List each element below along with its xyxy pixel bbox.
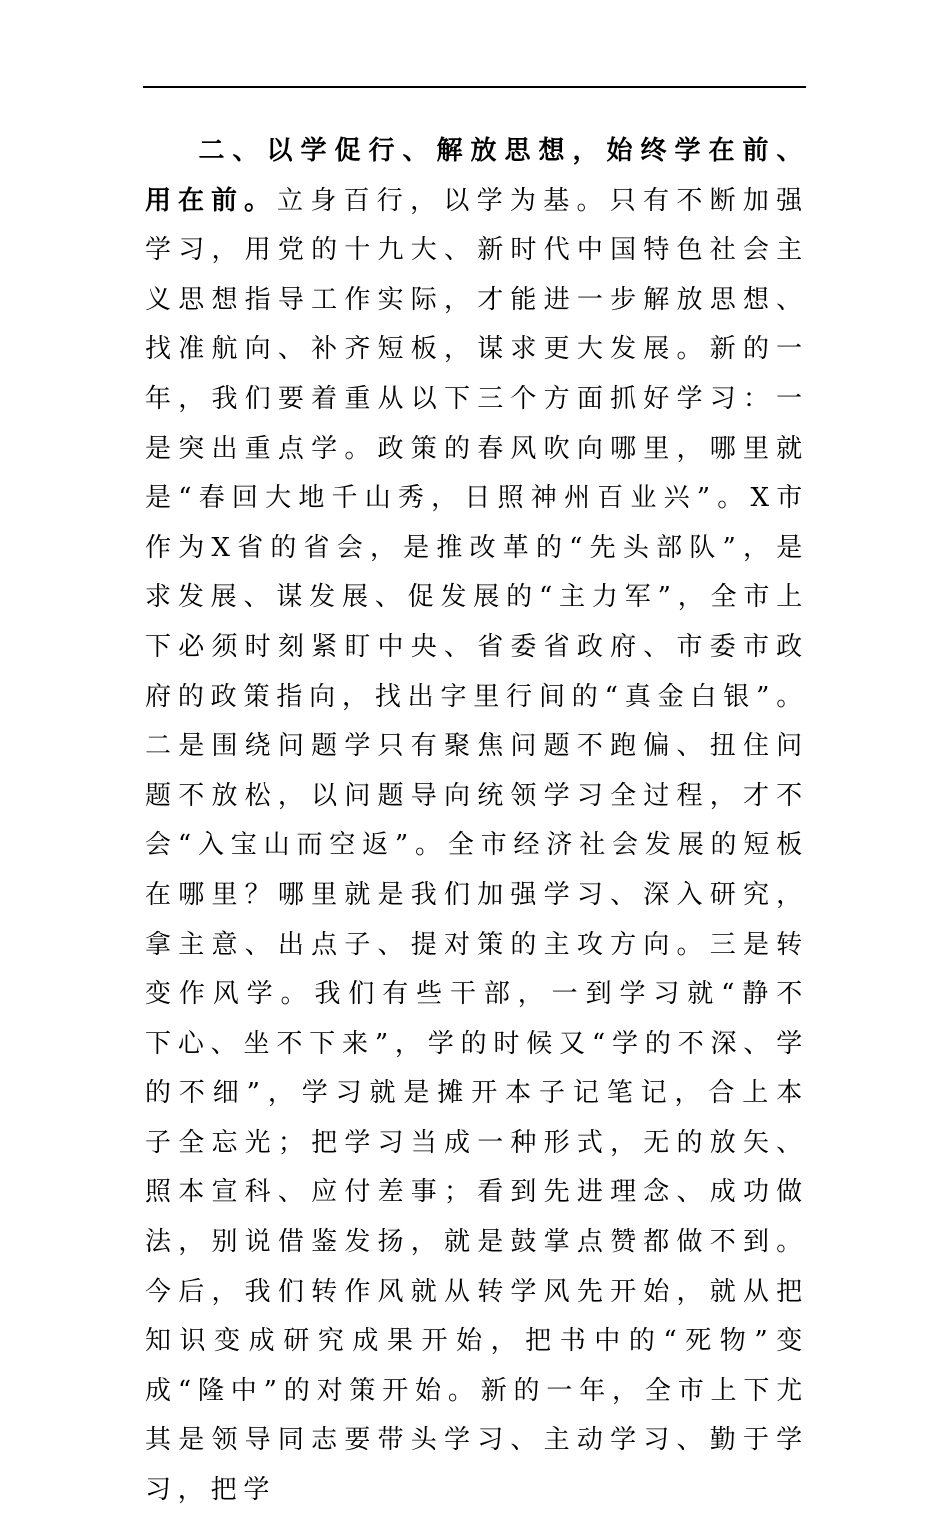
section-heading: 二、以学促行、解放思想，始终学在前、用在前。 bbox=[145, 136, 809, 216]
header-rule bbox=[143, 86, 806, 88]
body-paragraph bbox=[145, 127, 809, 1516]
paragraph-text: 立身百行，以学为基。只有不断加强学习，用党的十九大、新时代中国特色社会主义思想指导工作实际，才能进一步解放思想、找准航向、补齐短板，谋求更大发展。新的一年，我们要着重从以下三个方面抓好学习：一是突出重点学。政策的春风吹向哪里，哪里就是“春回大地千山秀，日照神州百业兴”。X市作为X省的省会，是推改革的“先头部队”，是求发展、谋发展、促发展的“主力军”，全市上下必须时刻紧盯中央、省委省政府、市委市政府的政策指向，找出字里行间的“真金白银”。二是围绕问题学只有聚焦问题不跑偏、扭住问题不放松，以问题导向统领学习全过程，才不会“入宝山而空返”。全市经济社会发展的短板在哪里？哪里就是我们加强学习、深入研究，拿主意、出点子、提对策的主攻方向。三是转变作风学。我们有些干部，一到学习就“静不下心、坐不下来”，学的时候又“学的不深、学的不细”，学习就是摊开本子记笔记，合上本子全忘光；把学习当成一种形式，无的放矢、照本宣科、应付差事；看到先进理念、成功做法，别说借鉴发扬，就是鼓掌点赞都做不到。今后，我们转作风就从转学风先开始，就从把知识变成研究成果开始，把书中的“死物”变成“隆中”的对策开始。新的一年，全市上下尤其是领导同志要带头学习、主动学习、勤于学习，把学 bbox=[145, 185, 809, 1506]
